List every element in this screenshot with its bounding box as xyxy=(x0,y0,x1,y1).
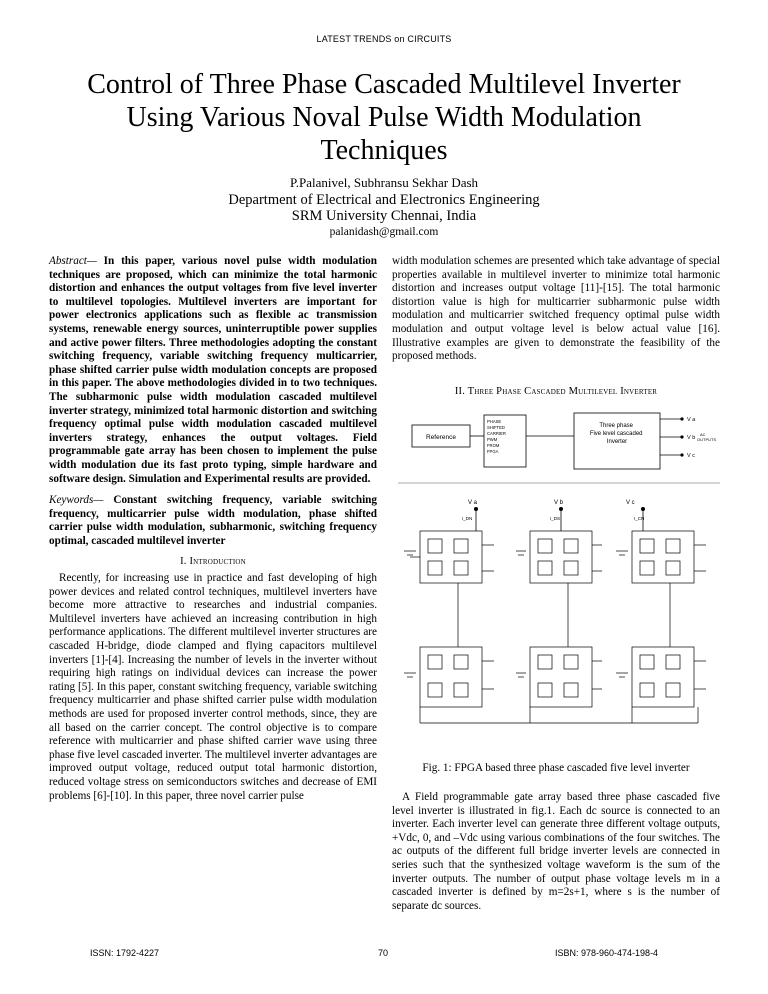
section2-body xyxy=(392,791,720,913)
affiliation xyxy=(0,192,768,224)
title-line: Using Various Noval Pulse Width Modulation xyxy=(126,102,642,133)
abstract-text: In this paper, various novel pulse width modulation techniques are proposed, which can minimize the total harmonic distortion and enhances the output voltages from five level inverter to multilevel topologies. Multilevel inverters are important for power electronics applications such as flexible ac transmission systems, renewable energy sources, uninterruptible power supplies and active power filters. Three methodologies adopting the constant switching frequency, variable switching frequency multicarrier, phase shifted carrier pulse width modulation concepts are proposed in this paper. The above methodologies divided in to two techniques. The subharmonic pulse width modulation cascaded multilevel inverter strategy, minimized total harmonic distortion and switching frequency optimal pulse width modulation cascaded multilevel inverters strategy, enhances the output voltages. Field programmable gate array has been chosen to implement the pulse width modulation due its fast proto typing, simple hardware and software design. Simulation and Experimental results are provided. xyxy=(49,255,377,485)
current-label-a: I_DN xyxy=(462,516,473,521)
paper-title xyxy=(40,68,728,167)
output-label-b: V b xyxy=(687,435,696,441)
keywords-label: Keywords— xyxy=(49,494,104,506)
block-inverter-label: Three phase Five level cascaded Inverter xyxy=(589,423,643,445)
right-column-continuation xyxy=(392,255,720,364)
title-line: Techniques xyxy=(320,135,448,166)
output-label-c: V c xyxy=(687,453,695,459)
department: Department of Electrical and Electronics Engineering xyxy=(228,192,540,208)
figure-inverter-diagram xyxy=(398,405,720,755)
inverter-schematic xyxy=(398,405,720,755)
title-line: Control of Three Phase Cascaded Multilevel Inverter xyxy=(87,69,681,100)
block-pwm-label: PHASE SHIFTED CARRIER PWM FROM FPGA xyxy=(487,419,506,454)
abstract-label: Abstract— xyxy=(49,255,97,267)
phase-c-label: V c xyxy=(626,500,635,506)
running-header: LATEST TRENDS on CIRCUITS xyxy=(316,34,452,44)
phase-b-label: V b xyxy=(554,500,564,506)
current-label-b: I_DS xyxy=(550,516,561,521)
section-heading-cascaded-inverter: II. Three Phase Cascaded Multilevel Inverter xyxy=(454,386,658,397)
block-reference-label: Reference xyxy=(426,434,456,441)
ac-outputs-label: AC OUTPUTS xyxy=(697,432,717,442)
paragraph: Recently, for increasing use in practice and fast developing of high power devices and related control techniques, multilevel inverters have become more attractive to researches and industrial companies. Multilevel inverters have achieved an increasing contribution in high performance applications. The different multilevel inverter structures are cascaded H-bridge, diode clamped and flying capacitors multilevel inverters [1]-[4]. Increasing the number of levels in the inverter without requiring high ratings on individual devices can increase the power rating [5]. In this paper, constant switching frequency, variable switching frequency multicarrier and phase shifted carrier pulse width modulation methods are used for proposed inverter control methods, since, they are all based on the carrier concept. The control objective is to compare reference with multicarrier and phase shifted carrier wave using three phase five level cascaded inverter. The multilevel inverter advantages are improved output voltage, reduced output total harmonic distortion, reduced voltage stress on semiconductors switches and decrease of EMI problems [6]-[10]. In this paper, three novel carrier pulse xyxy=(49,572,377,802)
authors: P.Palanivel, Subhransu Sekhar Dash xyxy=(289,175,479,190)
keywords xyxy=(49,494,377,548)
keywords-text: Constant switching frequency, variable switching frequency, multicarrier pulse width modulation, phase shifted carrier pulse width modulation, subharmonic, switching frequency optimal, cascaded multilevel inverter xyxy=(49,494,377,547)
introduction-body xyxy=(49,572,377,803)
author-email: palanidash@gmail.com xyxy=(329,226,439,238)
phase-a-label: V a xyxy=(468,500,478,506)
paragraph: A Field programmable gate array based three phase cascaded five level inverter is illustrated in fig.1. Each dc source is connected to an inverter. Each inverter level can generate three different voltage outputs, +Vdc, 0, and –Vdc using various combinations of the four switches. The ac outputs of the different full bridge inverter levels are connected in series such that the synthesized voltage waveform is the sum of the inverter outputs. The number of output phase voltage levels m in a cascaded inverter is defined by m=2s+1, where s is the number of separate dc sources. xyxy=(392,791,720,912)
section-heading-introduction: I. Introduction xyxy=(180,556,246,567)
footer-issn: ISSN: 1792-4227 xyxy=(90,948,160,958)
figure-caption: Fig. 1: FPGA based three phase cascaded five level inverter xyxy=(422,762,690,774)
university: SRM University Chennai, India xyxy=(291,208,477,224)
output-label-a: V a xyxy=(687,417,696,423)
paragraph: width modulation schemes are presented which take advantage of special properties available in multilevel inverter to minimize total harmonic distortion and increases output voltage [11]-[15]. The total harmonic distortion value is high for multicarrier subharmonic pulse width modulation and multicarrier switched frequency optimal pulse width modulation and output voltage level is below actual value [16]. Illustrative examples are given to demonstrate the feasibility of the proposed methods. xyxy=(392,255,720,363)
footer-isbn: ISBN: 978-960-474-198-4 xyxy=(555,948,659,958)
footer-page-number: 70 xyxy=(378,948,389,958)
current-label-c: I_CN xyxy=(634,516,645,521)
abstract xyxy=(49,255,377,486)
